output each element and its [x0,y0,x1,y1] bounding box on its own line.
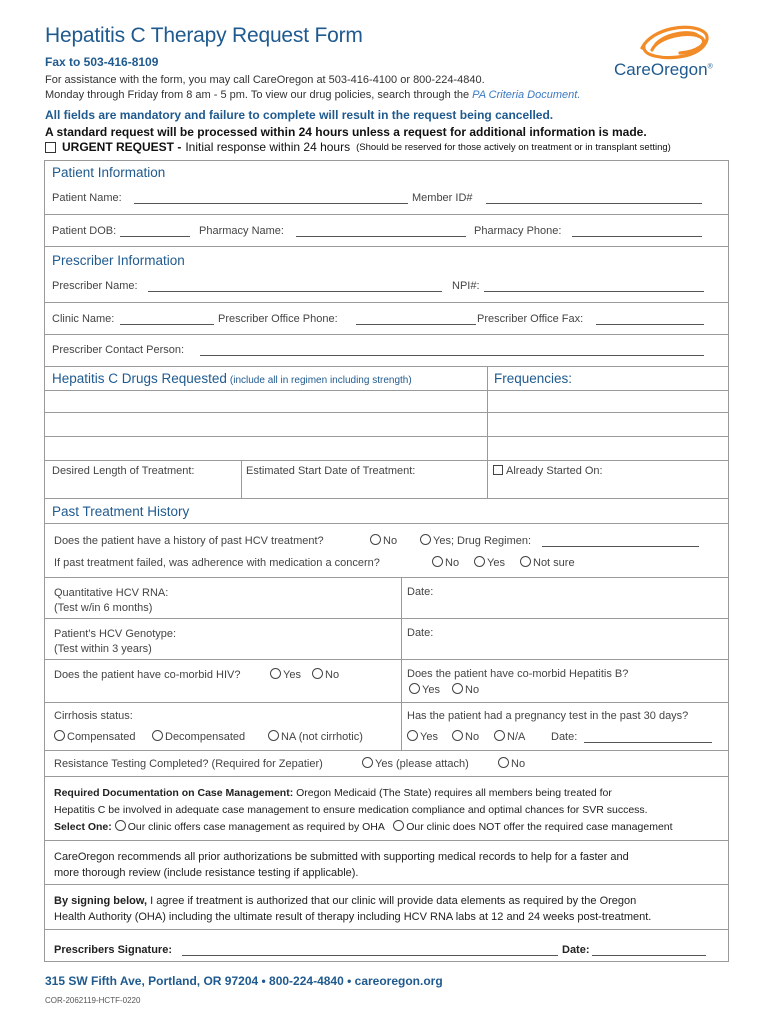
logo-registered-symbol: ® [707,63,713,71]
patient-dob-label: Patient DOB: [52,225,117,237]
adherence-no-option [432,557,459,569]
hepb-yes-option [409,684,440,696]
pregnancy-yes-label: Yes [420,731,438,743]
desired-length-label: Desired Length of Treatment: [52,465,195,477]
case-mgmt-not-offered-label: Our clinic does NOT offer the required case management [406,821,673,833]
npi-label: NPI#: [452,280,480,292]
past-hcv-no-option [370,535,397,547]
patient-info-title: Patient Information [52,165,166,180]
na-cirrhotic-option [268,731,363,743]
resistance-yes-radio[interactable] [362,757,373,768]
assistance-line-1: For assistance with the form, you may call CareOregon at 503-416-4100 or 800-224-4840. [45,74,485,86]
contact-person-label: Prescriber Contact Person: [52,344,185,356]
adherence-not-sure-radio[interactable] [520,556,531,567]
form-code: COR-2062119-HCTF-0220 [45,996,141,1005]
drugs-title: Hepatitis C Drugs Requested [52,371,227,386]
decompensated-label: Decompensated [165,731,246,743]
divider [45,776,728,777]
divider [487,366,488,461]
pharmacy-phone-field[interactable] [572,236,702,237]
signing-agreement [54,893,651,925]
case-mgmt-offers-label: Our clinic offers case management as required by OHA [127,821,385,833]
compensated-radio[interactable] [54,730,65,741]
hiv-yes-label: Yes [283,669,301,681]
past-hcv-no-radio[interactable] [370,534,381,545]
divider [45,214,728,215]
urgent-request-note: (Should be reserved for those actively on treatment or in transplant setting) [356,141,671,153]
adherence-not-sure-option [520,557,575,569]
divider [45,659,728,660]
pharmacy-name-label: Pharmacy Name: [199,225,284,237]
pregnancy-no-label: No [465,731,480,743]
past-hcv-yes-label: Yes; Drug Regimen: [433,535,532,547]
case-management-text-2: Hepatitis C be involved in adequate case management to ensure medication compliance and optimal chances for SVR success. [54,804,648,816]
divider [45,884,728,885]
drugs-title-row [52,371,412,386]
past-hcv-question: Does the patient have a history of past HCV treatment? [54,535,324,547]
logo-name: CareOregon [614,60,708,79]
hiv-no-radio[interactable] [312,668,323,679]
form-title: Hepatitis C Therapy Request Form [45,24,363,47]
patient-name-label: Patient Name: [52,192,122,204]
decompensated-radio[interactable] [152,730,163,741]
fax-number: Fax to 503-416-8109 [45,55,159,69]
hcv-rna-label-line-1: Quantitative HCV RNA: [54,587,169,599]
resistance-no-option [498,758,525,770]
signature-date-field[interactable] [592,955,706,956]
signing-text-1: I agree if treatment is authorized that our clinic will provide data elements as required by the Oregon [147,895,637,907]
pregnancy-question: Has the patient had a pregnancy test in the past 30 days? [407,710,689,722]
recommendation-text [54,849,629,881]
footer-address: 315 SW Fifth Ave, Portland, OR 97204 • 800-224-4840 • careoregon.org [45,974,443,988]
genotype-label [54,627,176,657]
na-cirrhotic-label: NA (not cirrhotic) [281,731,363,743]
hepb-yes-radio[interactable] [409,683,420,694]
hepb-no-option [452,684,479,696]
hcv-rna-label-line-2: (Test w/in 6 months) [54,602,153,614]
divider [401,577,402,750]
adherence-yes-radio[interactable] [474,556,485,567]
recommendation-line-1: CareOregon recommends all prior authorizations be submitted with supporting medical records to help for a faster and [54,851,629,863]
na-cirrhotic-radio[interactable] [268,730,279,741]
case-management-select-row [54,819,673,836]
pregnancy-date-label: Date: [551,731,578,743]
pregnancy-yes-radio[interactable] [407,730,418,741]
pregnancy-yes-option [407,731,438,743]
resistance-yes-option [362,758,469,770]
divider [45,750,728,751]
past-hcv-yes-radio[interactable] [420,534,431,545]
patient-dob-field[interactable] [120,236,190,237]
pa-criteria-link[interactable]: PA Criteria Document. [472,89,581,101]
signature-label: Prescribers Signature: [54,944,172,956]
cirrhosis-label: Cirrhosis status: [54,710,133,722]
assistance-text [45,73,580,103]
drug-regimen-field[interactable] [542,546,699,547]
divider [45,618,728,619]
pregnancy-date-field[interactable] [584,742,712,743]
patient-name-field[interactable] [134,203,408,204]
past-hcv-no-label: No [383,535,398,547]
hiv-yes-option [270,669,301,681]
hiv-yes-radio[interactable] [270,668,281,679]
frequency-entry-field[interactable] [489,437,727,460]
divider [45,577,728,578]
urgent-request-row [45,140,671,154]
already-started-row [493,465,603,477]
pregnancy-no-radio[interactable] [452,730,463,741]
hiv-question: Does the patient have co-morbid HIV? [54,669,241,681]
careoregon-logo-text [614,60,713,80]
prescriber-name-label: Prescriber Name: [52,280,138,292]
member-id-label: Member ID# [412,192,473,204]
select-one-label: Select One: [54,821,112,833]
urgent-request-label: URGENT REQUEST - [62,140,182,154]
case-management-line-1 [54,785,673,802]
signing-line-2: Health Authority (OHA) including the ultimate result of therapy including HCV RNA labs at 12 and 24 weeks post-treatment. [54,911,652,923]
adherence-no-radio[interactable] [432,556,443,567]
genotype-date-label: Date: [407,627,434,639]
case-mgmt-offers-radio[interactable] [115,820,126,831]
pregnancy-na-radio[interactable] [494,730,505,741]
npi-field[interactable] [484,291,704,292]
already-started-checkbox[interactable] [493,465,503,475]
drugs-title-note: (include all in regimen including strength) [229,375,412,386]
hcv-rna-date-label: Date: [407,586,434,598]
divider [45,460,728,461]
divider [45,840,728,841]
hcv-rna-label [54,586,168,616]
drug-entry-field[interactable] [46,437,486,460]
pregnancy-na-label: N/A [507,731,526,743]
signing-line-1 [54,893,651,909]
pregnancy-na-option [494,731,525,743]
frequency-entry-field[interactable] [489,391,727,412]
office-phone-label: Prescriber Office Phone: [218,313,338,325]
adherence-yes-option [474,557,505,569]
hiv-no-option [312,669,339,681]
case-management-section [54,785,673,836]
clinic-name-field[interactable] [120,324,214,325]
hepb-yes-label: Yes [422,684,440,696]
hiv-no-label: No [325,669,340,681]
hepb-question: Does the patient have co-morbid Hepatitis B? [407,668,629,680]
divider [45,302,728,303]
assistance-line-2-text: Monday through Friday from 8 am - 5 pm. To view our drug policies, search through the [45,89,473,101]
signature-field[interactable] [182,955,558,956]
urgent-request-checkbox[interactable] [45,142,56,153]
frequencies-title: Frequencies: [494,371,573,386]
office-fax-field[interactable] [596,324,704,325]
divider [45,246,728,247]
resistance-no-radio[interactable] [498,757,509,768]
prescriber-info-title: Prescriber Information [52,253,185,268]
pregnancy-no-option [452,731,479,743]
genotype-label-line-2: (Test within 3 years) [54,643,152,655]
urgent-request-text: Initial response within 24 hours [185,140,351,154]
signature-date-label: Date: [562,944,590,956]
clinic-name-label: Clinic Name: [52,313,115,325]
pharmacy-name-field[interactable] [296,236,466,237]
divider [45,366,728,367]
frequency-entry-field[interactable] [489,413,727,436]
compensated-label: Compensated [67,731,136,743]
recommendation-line-2: more thorough review (include resistance testing if applicable). [54,867,359,879]
compensated-option [54,731,136,743]
case-management-heading: Required Documentation on Case Management: [54,787,294,799]
drug-entry-field[interactable] [46,391,486,412]
adherence-question: If past treatment failed, was adherence with medication a concern? [54,557,380,569]
adherence-no-label: No [445,557,460,569]
drug-entry-field[interactable] [46,413,486,436]
genotype-label-line-1: Patient’s HCV Genotype: [54,628,177,640]
start-date-label: Estimated Start Date of Treatment: [246,465,416,477]
assistance-line-2 [45,88,580,103]
office-fax-label: Prescriber Office Fax: [477,313,584,325]
divider [45,929,728,930]
divider [45,523,728,524]
already-started-label: Already Started On: [506,465,603,477]
resistance-question: Resistance Testing Completed? (Required for Zepatier) [54,758,323,770]
mandatory-notice: All fields are mandatory and failure to complete will result in the request being cancelled. [45,108,554,122]
decompensated-option [152,731,245,743]
pharmacy-phone-label: Pharmacy Phone: [474,225,562,237]
hepb-no-label: No [465,684,480,696]
past-hcv-yes-option [420,535,531,547]
prescriber-name-field[interactable] [148,291,442,292]
divider [45,702,728,703]
member-id-field[interactable] [486,203,702,204]
signing-bold: By signing below, [54,895,148,907]
divider [45,334,728,335]
standard-request-notice: A standard request will be processed within 24 hours unless a request for additional information is made. [45,125,647,139]
case-mgmt-not-offered-radio[interactable] [393,820,404,831]
history-title: Past Treatment History [52,504,190,519]
contact-person-field[interactable] [200,355,704,356]
divider [487,460,488,498]
hepb-no-radio[interactable] [452,683,463,694]
divider [241,460,242,498]
divider [45,498,728,499]
adherence-not-sure-label: Not sure [533,557,575,569]
adherence-yes-label: Yes [487,557,505,569]
resistance-yes-label: Yes (please attach) [375,758,469,770]
office-phone-field[interactable] [356,324,476,325]
resistance-no-label: No [511,758,526,770]
case-management-text-1: Oregon Medicaid (The State) requires all members being treated for [293,787,612,799]
